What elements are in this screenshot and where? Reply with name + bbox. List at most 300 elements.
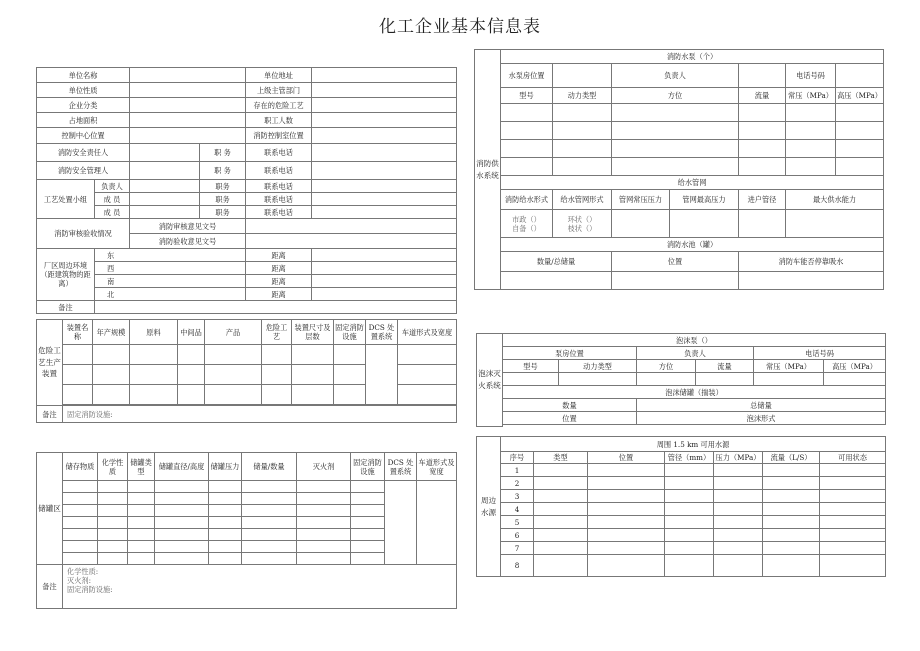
network-pipe-options[interactable] bbox=[553, 210, 612, 238]
tank-cell[interactable] bbox=[98, 493, 128, 505]
network-supply-options[interactable] bbox=[501, 210, 553, 238]
nearby-cell[interactable] bbox=[534, 529, 588, 542]
tank-cell[interactable] bbox=[155, 553, 209, 565]
nearby-cell[interactable] bbox=[665, 516, 714, 529]
tank-cell[interactable] bbox=[242, 553, 297, 565]
tank-cell[interactable] bbox=[98, 541, 128, 553]
water-pump-cell[interactable] bbox=[836, 104, 884, 122]
post-label: 职务 bbox=[200, 180, 246, 193]
water-pump-cell[interactable] bbox=[612, 104, 739, 122]
tank-cell[interactable] bbox=[155, 529, 209, 541]
device-cell[interactable] bbox=[334, 345, 366, 365]
tank-header-chemical: 化学性质 bbox=[98, 453, 128, 481]
tank-cell[interactable] bbox=[242, 529, 297, 541]
tank-cell[interactable] bbox=[351, 541, 385, 553]
nearby-row-index: 7 bbox=[501, 542, 534, 555]
foam-pump-power: 动力类型 bbox=[559, 360, 637, 373]
device-header-size: 装置尺寸及层数 bbox=[292, 320, 334, 345]
tank-header-type: 储罐类型 bbox=[128, 453, 155, 481]
foam-pump-cell[interactable] bbox=[754, 373, 824, 386]
tank-cell[interactable] bbox=[242, 493, 297, 505]
superior-dept-value[interactable] bbox=[312, 83, 457, 98]
nearby-header-status: 可用状态 bbox=[820, 452, 886, 464]
nearby-cell[interactable] bbox=[820, 490, 886, 503]
tank-cell[interactable] bbox=[128, 553, 155, 565]
water-pump-cell[interactable] bbox=[739, 122, 786, 140]
water-network-title: 给水管网 bbox=[501, 176, 884, 190]
foam-pump-cell[interactable] bbox=[559, 373, 637, 386]
device-cell[interactable] bbox=[334, 385, 366, 405]
nearby-cell[interactable] bbox=[588, 516, 665, 529]
network-max-pressure: 管网最高压力 bbox=[670, 190, 739, 210]
water-pump-cell[interactable] bbox=[501, 158, 553, 176]
nearby-cell[interactable] bbox=[665, 503, 714, 516]
network-pipe-form: 给水管网形式 bbox=[553, 190, 612, 210]
tank-section-label: 储罐区 bbox=[37, 453, 63, 565]
tank-cell[interactable] bbox=[351, 553, 385, 565]
foam-pump-cell[interactable] bbox=[824, 373, 886, 386]
water-pump-cell[interactable] bbox=[836, 122, 884, 140]
water-pump-cell[interactable] bbox=[553, 140, 612, 158]
water-pump-normal: 常压（MPa） bbox=[786, 88, 836, 104]
network-cell[interactable] bbox=[670, 210, 739, 238]
position-label: 职 务 bbox=[200, 162, 246, 180]
tank-cell[interactable] bbox=[209, 517, 242, 529]
nearby-cell[interactable] bbox=[763, 529, 820, 542]
tank-cell[interactable] bbox=[209, 553, 242, 565]
nearby-header-location: 位置 bbox=[588, 452, 665, 464]
fire-control-room-value[interactable] bbox=[312, 128, 457, 144]
nearby-section-label: 周边水源 bbox=[477, 437, 501, 577]
nearby-cell[interactable] bbox=[820, 555, 886, 577]
water-pump-cell[interactable] bbox=[739, 158, 786, 176]
tank-cell[interactable] bbox=[98, 481, 128, 493]
nearby-cell[interactable] bbox=[820, 464, 886, 477]
water-pump-model: 型号 bbox=[501, 88, 553, 104]
position-label: 职 务 bbox=[200, 144, 246, 162]
pool-cell[interactable] bbox=[501, 272, 612, 290]
nearby-header-index: 序号 bbox=[501, 452, 534, 464]
device-header-lane: 车道形式及宽度 bbox=[398, 320, 457, 345]
contact-phone-value[interactable] bbox=[312, 206, 457, 219]
water-pump-cell[interactable] bbox=[553, 104, 612, 122]
land-area-label: 占地面积 bbox=[37, 113, 130, 128]
tank-cell[interactable] bbox=[155, 517, 209, 529]
water-pump-cell[interactable] bbox=[786, 158, 836, 176]
fire-safety-resp-value[interactable] bbox=[130, 144, 200, 162]
device-cell[interactable] bbox=[205, 365, 262, 385]
nearby-cell[interactable] bbox=[820, 503, 886, 516]
tank-cell[interactable] bbox=[242, 517, 297, 529]
water-pump-cell[interactable] bbox=[501, 104, 553, 122]
nearby-cell[interactable] bbox=[665, 477, 714, 490]
nearby-cell[interactable] bbox=[714, 555, 763, 577]
device-cell[interactable] bbox=[130, 345, 178, 365]
device-cell[interactable] bbox=[398, 345, 457, 365]
device-dcs-cell[interactable] bbox=[366, 345, 398, 405]
nearby-cell[interactable] bbox=[714, 529, 763, 542]
tank-remark-label: 备注 bbox=[37, 565, 63, 609]
land-area-value[interactable] bbox=[130, 113, 246, 128]
tank-cell[interactable] bbox=[297, 493, 351, 505]
nearby-row-index: 1 bbox=[501, 464, 534, 477]
water-pump-cell[interactable] bbox=[612, 140, 739, 158]
nearby-cell[interactable] bbox=[534, 490, 588, 503]
water-pump-flow: 流量 bbox=[739, 88, 786, 104]
tank-header-agent: 灭火剂 bbox=[297, 453, 351, 481]
nearby-cell[interactable] bbox=[534, 477, 588, 490]
device-cell[interactable] bbox=[292, 345, 334, 365]
device-header-fixed-fire: 固定消防设施 bbox=[334, 320, 366, 345]
nearby-cell[interactable] bbox=[588, 529, 665, 542]
unit-name-label: 单位名称 bbox=[37, 68, 130, 83]
tank-table bbox=[36, 452, 457, 609]
distance-label: 距离 bbox=[246, 288, 312, 301]
nearby-cell[interactable] bbox=[665, 464, 714, 477]
control-center-value[interactable] bbox=[130, 128, 246, 144]
water-pump-cell[interactable] bbox=[836, 158, 884, 176]
nearby-row-index: 5 bbox=[501, 516, 534, 529]
device-cell[interactable] bbox=[178, 365, 205, 385]
tank-cell[interactable] bbox=[351, 505, 385, 517]
foam-section-label: 泡沫灭火系统 bbox=[477, 334, 503, 427]
device-cell[interactable] bbox=[262, 345, 292, 365]
tank-cell[interactable] bbox=[98, 505, 128, 517]
water-owner-label: 负责人 bbox=[612, 64, 739, 88]
fire-safety-resp-label: 消防安全责任人 bbox=[37, 144, 130, 162]
nearby-cell[interactable] bbox=[763, 503, 820, 516]
tank-remark-value[interactable] bbox=[63, 565, 457, 609]
foam-pump-cell[interactable] bbox=[503, 373, 559, 386]
nearby-cell[interactable] bbox=[534, 542, 588, 555]
distance-value[interactable] bbox=[312, 288, 457, 301]
tank-cell[interactable] bbox=[297, 505, 351, 517]
supply-option-self[interactable]: 自备（） bbox=[512, 223, 541, 233]
nearby-cell[interactable] bbox=[714, 542, 763, 555]
nearby-cell[interactable] bbox=[820, 529, 886, 542]
device-header-raw: 原料 bbox=[130, 320, 178, 345]
water-pump-cell[interactable] bbox=[612, 158, 739, 176]
nearby-cell[interactable] bbox=[763, 516, 820, 529]
foam-pump-title: 泡沫泵（） bbox=[503, 334, 886, 347]
hazard-process-label: 存在的危险工艺 bbox=[246, 98, 312, 113]
water-pump-cell[interactable] bbox=[612, 122, 739, 140]
device-header-hazard: 危险工艺 bbox=[262, 320, 292, 345]
nearby-header-pressure: 压力（MPa） bbox=[714, 452, 763, 464]
tank-cell[interactable] bbox=[63, 541, 98, 553]
foam-pump-room-label: 泵房位置 bbox=[503, 347, 637, 360]
device-cell[interactable] bbox=[205, 345, 262, 365]
pool-truck-label: 消防车能否停靠吸水 bbox=[739, 252, 884, 272]
member-value[interactable] bbox=[130, 193, 200, 206]
nearby-cell[interactable] bbox=[763, 464, 820, 477]
west-label: 西 bbox=[95, 262, 246, 275]
nearby-cell[interactable] bbox=[665, 529, 714, 542]
tank-cell[interactable] bbox=[242, 481, 297, 493]
nearby-row-index: 2 bbox=[501, 477, 534, 490]
nearby-row-index: 6 bbox=[501, 529, 534, 542]
nearby-cell[interactable] bbox=[588, 490, 665, 503]
tank-cell[interactable] bbox=[351, 517, 385, 529]
nearby-header-flow: 流量（L/S） bbox=[763, 452, 820, 464]
tank-cell[interactable] bbox=[351, 529, 385, 541]
water-pump-room-label: 水泵房位置 bbox=[501, 64, 553, 88]
tank-cell[interactable] bbox=[98, 517, 128, 529]
contact-phone-value[interactable] bbox=[312, 144, 457, 162]
device-cell[interactable] bbox=[93, 385, 130, 405]
device-cell[interactable] bbox=[398, 385, 457, 405]
nearby-cell[interactable] bbox=[763, 555, 820, 577]
contact-phone-label: 联系电话 bbox=[246, 180, 312, 193]
tank-dcs-cell[interactable] bbox=[385, 481, 417, 565]
tank-header-dcs: DCS 处置系统 bbox=[385, 453, 417, 481]
nearby-cell[interactable] bbox=[714, 516, 763, 529]
device-cell[interactable] bbox=[205, 385, 262, 405]
tank-cell[interactable] bbox=[297, 481, 351, 493]
water-pump-cell[interactable] bbox=[739, 140, 786, 158]
foam-pump-cell[interactable] bbox=[637, 373, 696, 386]
network-cell[interactable] bbox=[739, 210, 786, 238]
nearby-cell[interactable] bbox=[763, 477, 820, 490]
contact-phone-label: 联系电话 bbox=[246, 162, 312, 180]
nearby-cell[interactable] bbox=[714, 464, 763, 477]
tank-cell[interactable] bbox=[242, 505, 297, 517]
water-pump-cell[interactable] bbox=[836, 140, 884, 158]
tank-cell[interactable] bbox=[351, 493, 385, 505]
tank-cell[interactable] bbox=[351, 481, 385, 493]
tank-header-fixed-fire: 固定消防设施 bbox=[351, 453, 385, 481]
distance-value[interactable] bbox=[312, 249, 457, 262]
nearby-cell[interactable] bbox=[534, 555, 588, 577]
member-value[interactable] bbox=[130, 206, 200, 219]
water-pump-room-value[interactable] bbox=[553, 64, 612, 88]
nearby-header-type: 类型 bbox=[534, 452, 588, 464]
foam-pump-normal: 常压（MPa） bbox=[754, 360, 824, 373]
nearby-cell[interactable] bbox=[534, 464, 588, 477]
water-pump-cell[interactable] bbox=[786, 122, 836, 140]
fire-review-label: 消防审核验收情况 bbox=[37, 219, 130, 249]
south-label: 南 bbox=[95, 275, 246, 288]
tank-cell[interactable] bbox=[128, 517, 155, 529]
tank-cell[interactable] bbox=[63, 517, 98, 529]
north-label: 北 bbox=[95, 288, 246, 301]
tank-cell[interactable] bbox=[297, 553, 351, 565]
device-cell[interactable] bbox=[130, 385, 178, 405]
superior-dept-label: 上级主管部门 bbox=[246, 83, 312, 98]
contact-phone-value[interactable] bbox=[312, 193, 457, 206]
unit-nature-value[interactable] bbox=[130, 83, 246, 98]
tank-cell[interactable] bbox=[128, 505, 155, 517]
device-header-name: 装置名称 bbox=[63, 320, 93, 345]
review-doc-value[interactable] bbox=[246, 219, 457, 234]
acceptance-doc-value[interactable] bbox=[246, 234, 457, 249]
nearby-cell[interactable] bbox=[534, 516, 588, 529]
staff-count-value[interactable] bbox=[312, 113, 457, 128]
tank-cell[interactable] bbox=[297, 541, 351, 553]
contact-phone-value[interactable] bbox=[312, 180, 457, 193]
hazard-process-value[interactable] bbox=[312, 98, 457, 113]
foam-pump-cell[interactable] bbox=[696, 373, 754, 386]
nearby-row-index: 4 bbox=[501, 503, 534, 516]
contact-phone-label: 联系电话 bbox=[246, 206, 312, 219]
remark-value[interactable] bbox=[95, 301, 457, 314]
tank-cell[interactable] bbox=[98, 553, 128, 565]
water-pump-cell[interactable] bbox=[553, 122, 612, 140]
tank-cell[interactable] bbox=[128, 493, 155, 505]
tank-cell[interactable] bbox=[63, 505, 98, 517]
tank-cell[interactable] bbox=[155, 493, 209, 505]
tank-cell[interactable] bbox=[155, 541, 209, 553]
device-cell[interactable] bbox=[262, 365, 292, 385]
water-pump-cell[interactable] bbox=[553, 158, 612, 176]
tank-cell[interactable] bbox=[209, 493, 242, 505]
nearby-cell[interactable] bbox=[534, 503, 588, 516]
enterprise-class-label: 企业分类 bbox=[37, 98, 130, 113]
distance-label: 距离 bbox=[246, 275, 312, 288]
unit-address-value[interactable] bbox=[312, 68, 457, 83]
nearby-cell[interactable] bbox=[714, 503, 763, 516]
tank-cell[interactable] bbox=[209, 505, 242, 517]
water-pump-cell[interactable] bbox=[786, 140, 836, 158]
nearby-cell[interactable] bbox=[665, 490, 714, 503]
nearby-cell[interactable] bbox=[665, 555, 714, 577]
unit-name-value[interactable] bbox=[130, 68, 246, 83]
nearby-cell[interactable] bbox=[820, 542, 886, 555]
page-title: 化工企业基本信息表 bbox=[379, 17, 541, 37]
foam-system-table bbox=[476, 333, 886, 427]
pool-location-label: 位置 bbox=[612, 252, 739, 272]
nearby-cell[interactable] bbox=[763, 490, 820, 503]
nearby-cell[interactable] bbox=[763, 542, 820, 555]
water-pump-high: 高压（MPa） bbox=[836, 88, 884, 104]
water-phone-value[interactable] bbox=[836, 64, 884, 88]
process-group-label: 工艺处置小组 bbox=[37, 180, 95, 219]
foam-phone-label: 电话号码 bbox=[754, 347, 886, 360]
enterprise-class-value[interactable] bbox=[130, 98, 246, 113]
device-cell[interactable] bbox=[63, 385, 93, 405]
device-cell[interactable] bbox=[130, 365, 178, 385]
pool-cell[interactable] bbox=[739, 272, 884, 290]
tank-cell[interactable] bbox=[209, 529, 242, 541]
unit-nature-label: 单位性质 bbox=[37, 83, 130, 98]
device-cell[interactable] bbox=[178, 385, 205, 405]
foam-location-label: 位置 bbox=[503, 412, 637, 425]
device-cell[interactable] bbox=[292, 385, 334, 405]
foam-quantity-label: 数量 bbox=[503, 399, 637, 412]
foam-pump-high: 高压（MPa） bbox=[824, 360, 886, 373]
nearby-cell[interactable] bbox=[820, 477, 886, 490]
tank-cell[interactable] bbox=[128, 481, 155, 493]
network-cell[interactable] bbox=[786, 210, 884, 238]
pool-quantity-label: 数量/总储量 bbox=[501, 252, 612, 272]
device-cell[interactable] bbox=[63, 365, 93, 385]
device-cell[interactable] bbox=[178, 345, 205, 365]
nearby-cell[interactable] bbox=[588, 503, 665, 516]
tank-cell[interactable] bbox=[155, 481, 209, 493]
tank-cell[interactable] bbox=[63, 493, 98, 505]
water-pump-title: 消防水泵（个） bbox=[501, 50, 884, 64]
fire-safety-mgr-label: 消防安全管理人 bbox=[37, 162, 130, 180]
tank-header-volume: 储量/数量 bbox=[242, 453, 297, 481]
contact-phone-value[interactable] bbox=[312, 162, 457, 180]
tank-cell[interactable] bbox=[155, 505, 209, 517]
nearby-cell[interactable] bbox=[588, 464, 665, 477]
remark-label: 备注 bbox=[37, 301, 95, 314]
post-label: 职务 bbox=[200, 193, 246, 206]
tank-lane-cell[interactable] bbox=[417, 481, 457, 565]
tank-cell[interactable] bbox=[209, 541, 242, 553]
nearby-cell[interactable] bbox=[714, 490, 763, 503]
supply-option-municipal[interactable]: 市政（） bbox=[512, 214, 541, 224]
leader-label: 负责人 bbox=[95, 180, 130, 193]
device-cell[interactable] bbox=[93, 345, 130, 365]
tank-header-pressure: 储罐压力 bbox=[209, 453, 242, 481]
device-cell[interactable] bbox=[398, 365, 457, 385]
device-cell[interactable] bbox=[63, 345, 93, 365]
foam-total-label: 总储量 bbox=[637, 399, 886, 412]
device-remark-value[interactable]: 固定消防设施: bbox=[63, 406, 457, 423]
water-section-label: 消防供水系统 bbox=[475, 50, 501, 290]
member-label: 成 员 bbox=[95, 206, 130, 219]
tank-cell[interactable] bbox=[242, 541, 297, 553]
leader-value[interactable] bbox=[130, 180, 200, 193]
device-cell[interactable] bbox=[262, 385, 292, 405]
device-cell[interactable] bbox=[93, 365, 130, 385]
nearby-cell[interactable] bbox=[820, 516, 886, 529]
network-cell[interactable] bbox=[612, 210, 670, 238]
tank-cell[interactable] bbox=[297, 517, 351, 529]
tank-header-diameter: 储罐直径/高度 bbox=[155, 453, 209, 481]
device-cell[interactable] bbox=[292, 365, 334, 385]
water-pump-power: 动力类型 bbox=[553, 88, 612, 104]
tank-cell[interactable] bbox=[128, 541, 155, 553]
water-pump-cell[interactable] bbox=[786, 104, 836, 122]
foam-type-label: 泡沫形式 bbox=[637, 412, 886, 425]
device-header-intermediate: 中间品 bbox=[178, 320, 205, 345]
water-pool-title: 消防水池（罐） bbox=[501, 238, 884, 252]
water-pump-cell[interactable] bbox=[501, 122, 553, 140]
nearby-cell[interactable] bbox=[714, 477, 763, 490]
distance-value[interactable] bbox=[312, 262, 457, 275]
tank-cell[interactable] bbox=[209, 481, 242, 493]
pool-cell[interactable] bbox=[612, 272, 739, 290]
water-pump-cell[interactable] bbox=[501, 140, 553, 158]
nearby-cell[interactable] bbox=[588, 477, 665, 490]
contact-phone-label: 联系电话 bbox=[246, 144, 312, 162]
water-pump-cell[interactable] bbox=[739, 104, 786, 122]
tank-cell[interactable] bbox=[128, 529, 155, 541]
fire-safety-mgr-value[interactable] bbox=[130, 162, 200, 180]
unit-address-label: 单位地址 bbox=[246, 68, 312, 83]
water-phone-label: 电话号码 bbox=[786, 64, 836, 88]
distance-value[interactable] bbox=[312, 275, 457, 288]
tank-cell[interactable] bbox=[297, 529, 351, 541]
tank-remark-agent: 灭火剂: bbox=[67, 576, 91, 585]
device-cell[interactable] bbox=[334, 365, 366, 385]
pipe-option-branch[interactable]: 枝状（） bbox=[567, 223, 597, 233]
nearby-cell[interactable] bbox=[665, 542, 714, 555]
tank-cell[interactable] bbox=[98, 529, 128, 541]
nearby-title: 周围 1.5 km 可用水源 bbox=[501, 437, 886, 452]
water-owner-value[interactable] bbox=[739, 64, 786, 88]
nearby-cell[interactable] bbox=[588, 542, 665, 555]
tank-cell[interactable] bbox=[63, 529, 98, 541]
nearby-header-diameter: 管径（mm） bbox=[665, 452, 714, 464]
pipe-option-ring[interactable]: 环状（） bbox=[567, 214, 597, 224]
nearby-cell[interactable] bbox=[588, 555, 665, 577]
tank-cell[interactable] bbox=[63, 553, 98, 565]
tank-cell[interactable] bbox=[63, 481, 98, 493]
